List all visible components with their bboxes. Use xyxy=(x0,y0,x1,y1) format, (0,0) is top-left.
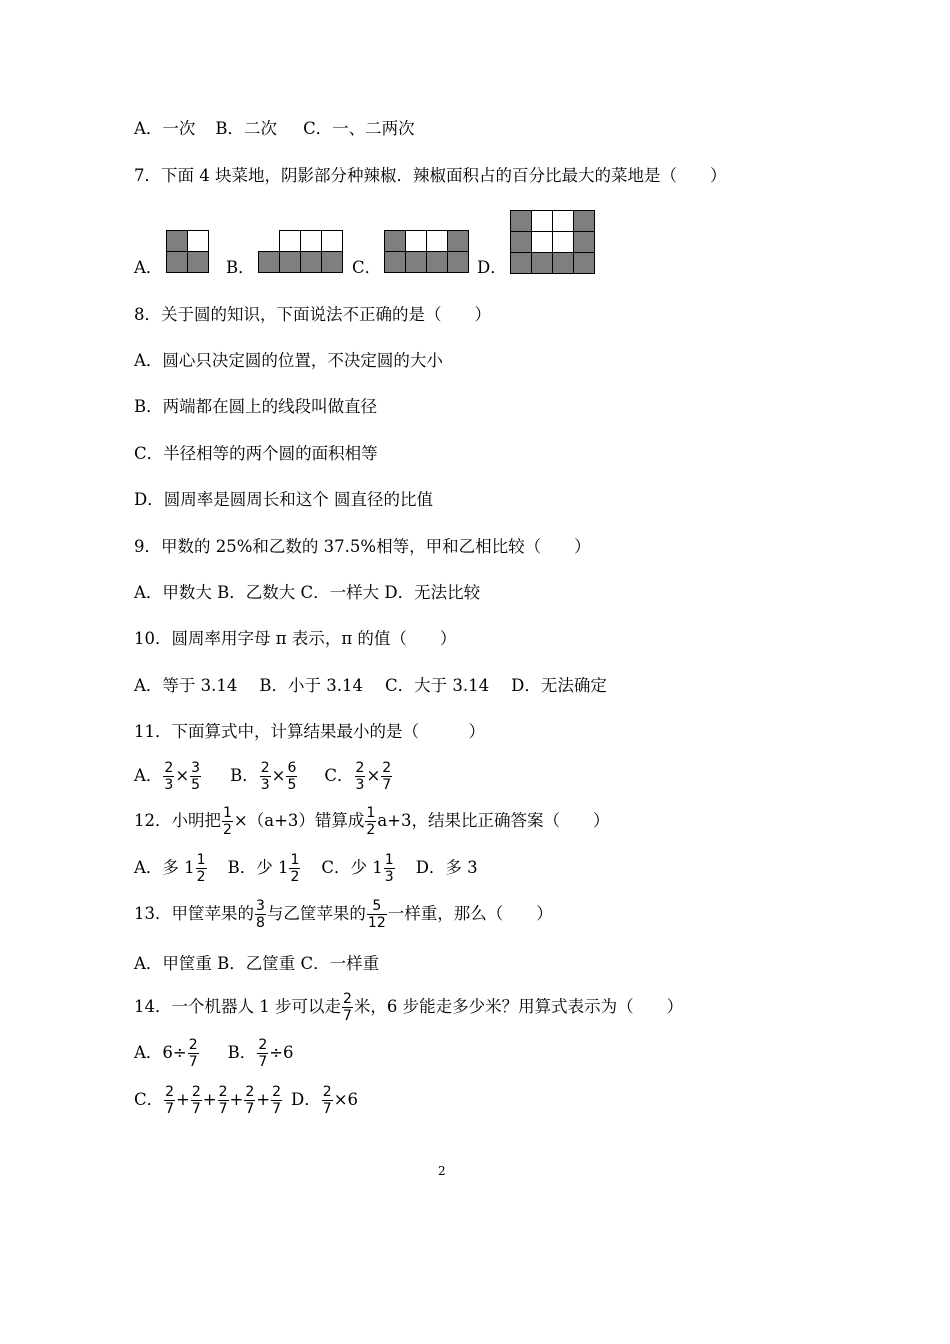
grid-cell xyxy=(447,251,469,273)
fraction: $\frac{2}{7}$ xyxy=(191,1084,201,1117)
q10-option-c: C．大于 3.14 xyxy=(385,676,490,695)
fraction: $\frac{2}{7}$ xyxy=(258,1037,268,1070)
grid-cell xyxy=(531,252,553,274)
grid-cell xyxy=(405,230,427,252)
grid-cell xyxy=(258,251,280,273)
fraction: $\frac{3}{5}$ xyxy=(191,760,201,793)
q12-option-a: A．多 1 xyxy=(134,858,195,877)
q6-option-c: C．一、二两次 xyxy=(303,119,415,138)
q14-option-c: C． xyxy=(134,1090,164,1109)
q7-label-b: B． xyxy=(226,258,255,277)
q12-option-b: B．少 1 xyxy=(227,858,289,877)
q10-option-b: B．小于 3.14 xyxy=(259,676,364,695)
fraction: $\frac{2}{7}$ xyxy=(245,1084,255,1117)
q14-options-cd: C． $\frac{2}{7}$ + $\frac{2}{7}$ + $\frac{2}{7}$ + $\frac{2}{7}$ + $\frac{2}{7}$ D． $\frac{2}{7}$ ×6 xyxy=(134,1084,359,1117)
page-number: 2 xyxy=(438,1164,446,1178)
grid-cell xyxy=(447,230,469,252)
grid-cell xyxy=(166,251,188,273)
grid-cell xyxy=(552,252,574,274)
grid-cell xyxy=(166,230,188,252)
q12-stem: 12．小明把 $\frac{1}{2}$ ×（a+3）错算成 $\frac{1}{2}$ a+3，结果比正确答案（ ） xyxy=(134,805,610,838)
grid-cell xyxy=(405,251,427,273)
q10-stem: 10．圆周率用字母 π 表示，π 的值（ ） xyxy=(134,629,457,648)
fraction: $\frac{3}{8}$ xyxy=(256,898,265,931)
fraction: $\frac{1}{2}$ xyxy=(290,852,300,885)
q8-option-b: B．两端都在圆上的线段叫做直径 xyxy=(134,397,378,416)
grid-cell xyxy=(300,230,322,252)
q11-option-a-label: A． xyxy=(134,766,163,785)
fraction: $\frac{2}{7}$ xyxy=(322,1084,332,1117)
fraction: $\frac{2}{7}$ xyxy=(272,1084,282,1117)
grid-cell xyxy=(552,231,574,253)
grid-cell xyxy=(531,210,553,232)
fraction: $\frac{2}{3}$ xyxy=(164,760,174,793)
grid-cell xyxy=(384,251,406,273)
grid-cell xyxy=(510,210,532,232)
q13-stem: 13．甲筐苹果的 $\frac{3}{8}$ 与乙筐苹果的 $\frac{5}{12}$ 一样重，那么（ ） xyxy=(134,898,553,931)
grid-cell xyxy=(384,230,406,252)
fraction: $\frac{5}{12}$ xyxy=(367,898,386,931)
fraction: $\frac{2}{7}$ xyxy=(382,760,392,793)
q12-options xyxy=(134,852,478,885)
q10-option-d: D．无法确定 xyxy=(511,676,607,695)
fraction: $\frac{1}{2}$ xyxy=(223,805,232,838)
fraction: $\frac{1}{2}$ xyxy=(196,852,206,885)
q11-option-c-label: C． xyxy=(324,766,354,785)
grid-cell xyxy=(300,251,322,273)
q13-options: A．甲筐重 B．乙筐重 C．一样重 xyxy=(134,954,380,973)
q12-option-d: D．多 3 xyxy=(415,858,478,877)
q6-options xyxy=(134,119,415,139)
grid-cell xyxy=(573,252,595,274)
q14-option-a: A．6÷ xyxy=(134,1043,187,1062)
grid-cell xyxy=(510,252,532,274)
q11-options: A． $\frac{2}{3}$ × $\frac{3}{5}$ B． $\frac{2}{3}$ × $\frac{6}{5}$ C． $\frac{2}{3}$ × $\frac{2}{7}$ xyxy=(134,760,392,793)
q7-label-a: A． xyxy=(134,258,163,277)
q9-stem: 9．甲数的 25%和乙数的 37.5%相等，甲和乙相比较（ ） xyxy=(134,537,591,556)
q8-option-a: A．圆心只决定圆的位置，不决定圆的大小 xyxy=(134,351,443,370)
grid-cell xyxy=(573,210,595,232)
fraction: $\frac{2}{7}$ xyxy=(342,991,352,1024)
grid-cell xyxy=(531,231,553,253)
grid-cell xyxy=(510,231,532,253)
q14-stem: 14．一个机器人 1 步可以走 $\frac{2}{7}$ 米，6 步能走多少米？用算式表示为（ ） xyxy=(134,991,684,1024)
grid-cell xyxy=(279,230,301,252)
fraction: $\frac{6}{5}$ xyxy=(287,760,297,793)
q8-option-c: C．半径相等的两个圆的面积相等 xyxy=(134,444,378,463)
q7-label-c: C． xyxy=(352,258,382,277)
grid-cell xyxy=(321,230,343,252)
q11-option-b-label: B． xyxy=(230,766,259,785)
grid-cell xyxy=(321,251,343,273)
grid-cell xyxy=(552,210,574,232)
q14-option-b: B． xyxy=(227,1043,257,1062)
grid-cell xyxy=(279,251,301,273)
q10-option-a: A．等于 3.14 xyxy=(134,676,238,695)
q9-options: A．甲数大 B．乙数大 C．一样大 D．无法比较 xyxy=(134,583,481,602)
q8-option-d: D．圆周率是圆周长和这个 圆直径的比值 xyxy=(134,490,433,509)
q7-stem: 7．下面 4 块菜地，阴影部分种辣椒．辣椒面积占的百分比最大的菜地是（ ） xyxy=(134,166,727,185)
grid-cell xyxy=(187,251,209,273)
q12-option-c: C．少 1 xyxy=(321,858,383,877)
q6-option-b: B．二次 xyxy=(215,119,278,138)
fraction: $\frac{2}{3}$ xyxy=(260,760,270,793)
fraction: $\frac{2}{7}$ xyxy=(188,1037,198,1070)
fraction: $\frac{2}{7}$ xyxy=(165,1084,175,1117)
q14-options-ab: A．6÷ $\frac{2}{7}$ B． $\frac{2}{7}$ ÷6 xyxy=(134,1037,294,1070)
q11-stem: 11．下面算式中，计算结果最小的是（ ） xyxy=(134,722,485,741)
q14-option-d: D． xyxy=(291,1090,321,1109)
q6-option-a: A．一次 xyxy=(134,119,196,138)
grid-cell xyxy=(426,251,448,273)
grid-cell xyxy=(426,230,448,252)
q10-options xyxy=(134,676,607,696)
fraction: $\frac{2}{7}$ xyxy=(218,1084,228,1117)
fraction: $\frac{2}{3}$ xyxy=(355,760,365,793)
q7-label-d: D． xyxy=(477,258,507,277)
q8-stem: 8．关于圆的知识，下面说法不正确的是（ ） xyxy=(134,305,491,324)
fraction: $\frac{1}{2}$ xyxy=(366,805,376,838)
grid-cell xyxy=(573,231,595,253)
fraction: $\frac{1}{3}$ xyxy=(384,852,394,885)
grid-cell xyxy=(187,230,209,252)
